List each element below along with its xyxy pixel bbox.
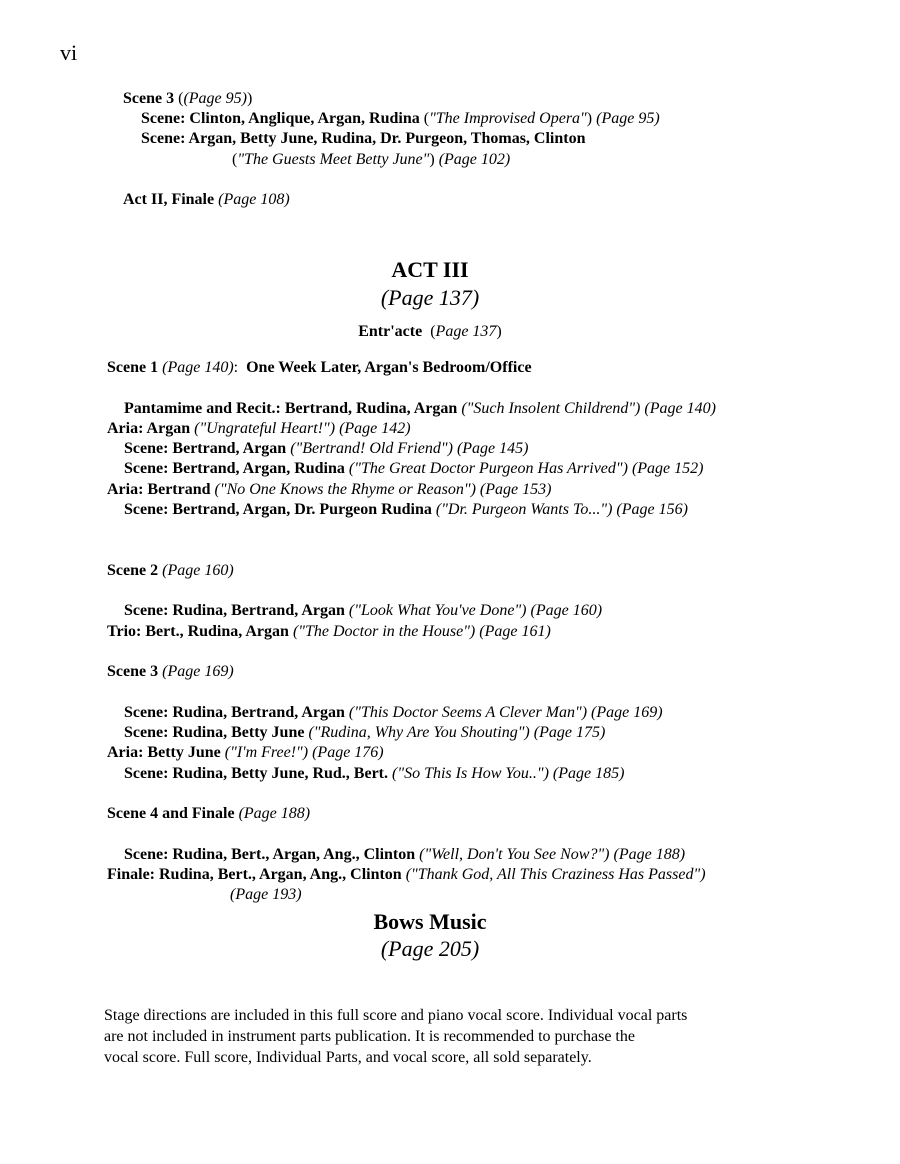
entry-prefix: Scene: Rudina, Betty June — [124, 724, 305, 741]
entry-prefix: Aria: Argan — [107, 420, 191, 437]
act3-heading-page: (Page 137) — [380, 285, 480, 310]
entry-prefix: Scene: Rudina, Bertrand, Argan — [124, 602, 345, 619]
scene3-heading — [107, 662, 234, 682]
entry-page: (Page 95) — [596, 110, 660, 127]
list-item — [124, 500, 688, 520]
act2-s3-scene-b-cont: ("The Guests Meet Betty June") (Page 102) — [232, 151, 511, 168]
entry-rest: ("I'm Free!") (Page 176) — [224, 744, 384, 761]
note-line: vocal score. Full score, Individual Parts, and vocal score, all sold separately. — [104, 1049, 592, 1066]
entry-rest: ("Thank God, All This Craziness Has Passed") — [405, 866, 706, 883]
scene2-heading — [107, 561, 234, 581]
entry-prefix: Pantamime and Recit.: Bertrand, Rudina, Argan — [124, 400, 458, 417]
scene-page: (Page 140) — [162, 359, 234, 376]
list-item — [107, 480, 551, 500]
note-line: Stage directions are included in this full score and piano vocal score. Individual vocal parts — [104, 1007, 688, 1024]
scene-page: (Page 160) — [162, 562, 234, 579]
entracte-page: Page 137 — [435, 323, 497, 340]
list-item — [124, 703, 663, 723]
entry-rest: ("This Doctor Seems A Clever Man") (Page 169) — [348, 704, 663, 721]
entry-rest: ("Well, Don't You See Now?") (Page 188) — [419, 846, 686, 863]
entracte-label: Entr'acte — [358, 323, 423, 340]
scene-label: Scene 3 — [107, 663, 159, 680]
scene-page: (Page 95) — [183, 90, 247, 107]
entry-prefix: Scene: Rudina, Bertrand, Argan — [124, 704, 345, 721]
act2-scene3-heading: Scene 3 ((Page 95)) — [123, 90, 253, 107]
finale-page: (Page 108) — [218, 191, 290, 208]
entry-rest: ("Look What You've Done") (Page 160) — [348, 602, 603, 619]
entry-rest: ("Dr. Purgeon Wants To...") (Page 156) — [435, 501, 688, 518]
scene-label: Scene 2 — [107, 562, 159, 579]
entry-prefix: Scene: Bertrand, Argan, Dr. Purgeon Rudina — [124, 501, 432, 518]
entry-prefix: Aria: Betty June — [107, 744, 221, 761]
list-item — [107, 865, 706, 885]
entry-rest: ("Rudina, Why Are You Shouting") (Page 175) — [308, 724, 606, 741]
entry-rest: ("The Great Doctor Purgeon Has Arrived") (Page 152) — [348, 460, 704, 477]
entry-prefix: Finale: Rudina, Bert., Argan, Ang., Clinton — [107, 866, 402, 883]
entry-rest: ("No One Knows the Rhyme or Reason") (Page 153) — [214, 481, 552, 498]
list-item — [124, 845, 685, 865]
list-item — [107, 419, 411, 439]
entry-prefix: Scene: Clinton, Anglique, Argan, Rudina — [141, 110, 420, 127]
act2-s3-scene-a: Scene: Clinton, Anglique, Argan, Rudina ("The Improvised Opera") (Page 95) — [141, 110, 660, 127]
scene-label: Scene 4 and Finale — [107, 805, 235, 822]
list-item — [107, 622, 551, 642]
entry-prefix: Scene: Bertrand, Argan, Rudina — [124, 460, 345, 477]
list-item — [107, 743, 384, 763]
entry-rest: ("So This Is How You..") (Page 185) — [392, 765, 625, 782]
entry-prefix: Scene: Argan, Betty June, Rudina, Dr. Purgeon, Thomas, Clinton — [141, 130, 586, 147]
list-item — [124, 459, 703, 479]
finale-page-cont: (Page 193) — [230, 886, 302, 903]
scene4-heading — [107, 804, 310, 824]
entry-page: (Page 102) — [438, 151, 511, 168]
entry-prefix: Trio: Bert., Rudina, Argan — [107, 623, 289, 640]
finale-label: Act II, Finale — [123, 191, 215, 208]
entry-rest: ("The Doctor in the House") (Page 161) — [292, 623, 551, 640]
entry-rest: ("Bertrand! Old Friend") (Page 145) — [290, 440, 529, 457]
scene1-heading: Scene 1 (Page 140): One Week Later, Argan's Bedroom/Office — [107, 359, 532, 376]
note-line: are not included in instrument parts publication. It is recommended to purchase the — [104, 1028, 635, 1045]
scene-page: (Page 188) — [238, 805, 311, 822]
scene-desc: One Week Later, Argan's Bedroom/Office — [246, 359, 532, 376]
entracte: Entr'acte (Page 137) — [358, 323, 502, 340]
bows-page: (Page 205) — [380, 936, 480, 961]
act3-heading: ACT III — [391, 257, 469, 282]
scene-label: Scene 3 — [123, 90, 175, 107]
entry-prefix: Scene: Bertrand, Argan — [124, 440, 287, 457]
entry-prefix: Scene: Rudina, Betty June, Rud., Bert. — [124, 765, 389, 782]
list-item — [124, 439, 528, 459]
bows-heading: Bows Music — [373, 909, 487, 934]
entry-prefix: Aria: Bertrand — [107, 481, 211, 498]
entry-rest: ("Such Insolent Childrend") (Page 140) — [461, 400, 716, 417]
scene-page: (Page 169) — [162, 663, 234, 680]
list-item — [124, 764, 624, 784]
entry-prefix: Scene: Rudina, Bert., Argan, Ang., Clinton — [124, 846, 416, 863]
entry-title: "The Improvised Opera" — [429, 110, 587, 127]
scene-label: Scene 1 — [107, 359, 159, 376]
act2-s3-scene-b — [141, 129, 586, 149]
act2-finale — [123, 190, 290, 210]
page-number: vi — [60, 40, 78, 65]
entry-rest: ("Ungrateful Heart!") (Page 142) — [194, 420, 411, 437]
list-item — [124, 601, 602, 621]
list-item — [124, 723, 605, 743]
list-item — [124, 399, 716, 419]
entry-title: "The Guests Meet Betty June" — [237, 151, 430, 168]
